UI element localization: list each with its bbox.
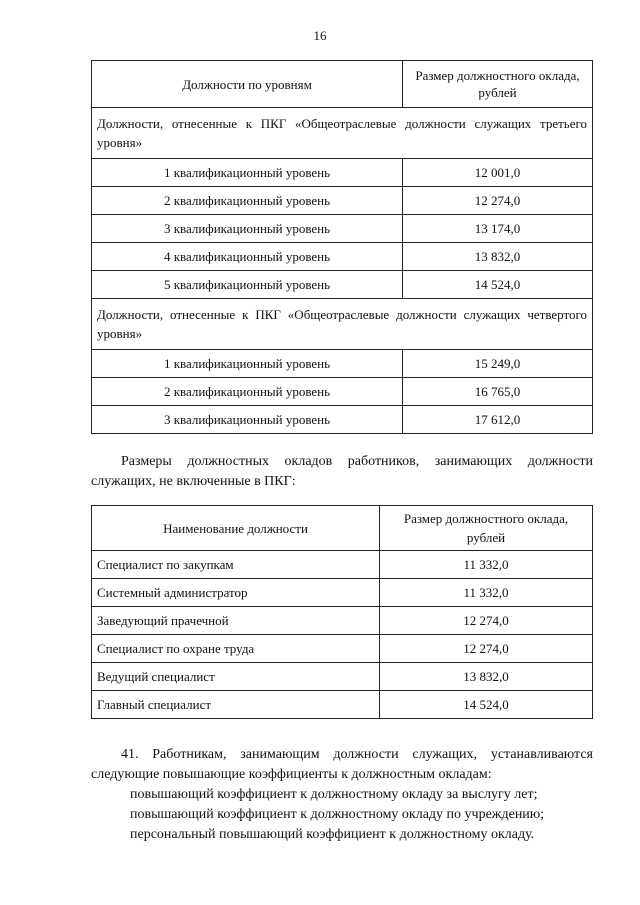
level-cell: 1 квалификационный уровень (92, 350, 403, 378)
level-cell: 1 квалификационный уровень (92, 159, 403, 187)
paragraph-text: Размеры должностных окладов работников, занимающих должности служащих, не включенные в ПКГ: (91, 454, 593, 489)
position-cell: Специалист по закупкам (92, 551, 380, 579)
coefficient-list (130, 785, 600, 845)
table-header-row (92, 506, 593, 551)
salary-cell: 12 274,0 (403, 187, 593, 215)
table-row (92, 378, 593, 406)
table-row (92, 243, 593, 271)
group-row (92, 108, 593, 159)
table-row (92, 663, 593, 691)
list-item: персональный повышающий коэффициент к должностному окладу. (130, 827, 535, 842)
salary-cell: 17 612,0 (403, 406, 593, 434)
salary-cell: 16 765,0 (403, 378, 593, 406)
list-item: повышающий коэффициент к должностному окладу за выслугу лет; (130, 787, 538, 802)
level-cell: 4 квалификационный уровень (92, 243, 403, 271)
salary-cell: 11 332,0 (380, 579, 593, 607)
salary-cell: 12 274,0 (380, 607, 593, 635)
position-cell: Ведущий специалист (92, 663, 380, 691)
page-number: 16 (313, 28, 327, 43)
salary-table-by-level (91, 60, 593, 434)
table-row (92, 635, 593, 663)
table-row (92, 579, 593, 607)
level-cell: 5 квалификационный уровень (92, 271, 403, 299)
salary-cell: 15 249,0 (403, 350, 593, 378)
table-row (92, 350, 593, 378)
salary-cell: 12 274,0 (380, 635, 593, 663)
header-position-name: Наименование должности (92, 506, 380, 551)
level-cell: 3 квалификационный уровень (92, 215, 403, 243)
table-row (92, 551, 593, 579)
table-row (92, 607, 593, 635)
group-title: Должности, отнесенные к ПКГ «Общеотраслевые должности служащих четвертого уровня» (92, 299, 593, 350)
salary-cell: 14 524,0 (380, 691, 593, 719)
salary-cell: 13 174,0 (403, 215, 593, 243)
header-positions-by-level: Должности по уровням (92, 61, 403, 108)
salary-table-positions (91, 505, 593, 719)
table-row (92, 215, 593, 243)
salary-cell: 11 332,0 (380, 551, 593, 579)
position-cell: Специалист по охране труда (92, 635, 380, 663)
salary-cell: 13 832,0 (403, 243, 593, 271)
table-row (92, 406, 593, 434)
paragraph-positions-not-in-pkg (91, 452, 593, 492)
table-row (92, 691, 593, 719)
position-cell: Заведующий прачечной (92, 607, 380, 635)
level-cell: 2 квалификационный уровень (92, 378, 403, 406)
paragraph-41-coefficients (91, 745, 593, 785)
position-cell: Главный специалист (92, 691, 380, 719)
header-salary-size: Размер должностного оклада, рублей (380, 506, 593, 551)
list-item: повышающий коэффициент к должностному окладу по учреждению; (130, 807, 545, 822)
group-title: Должности, отнесенные к ПКГ «Общеотраслевые должности служащих третьего уровня» (92, 108, 593, 159)
table-row (92, 271, 593, 299)
table-row (92, 159, 593, 187)
salary-cell: 13 832,0 (380, 663, 593, 691)
table-row (92, 187, 593, 215)
salary-cell: 14 524,0 (403, 271, 593, 299)
paragraph-text: 41. Работникам, занимающим должности служащих, устанавливаются следующие повышающие коэффициенты к должностным окладам: (91, 747, 593, 782)
salary-cell: 12 001,0 (403, 159, 593, 187)
position-cell: Системный администратор (92, 579, 380, 607)
level-cell: 3 квалификационный уровень (92, 406, 403, 434)
table-header-row (92, 61, 593, 108)
level-cell: 2 квалификационный уровень (92, 187, 403, 215)
header-salary-size: Размер должностного оклада, рублей (403, 61, 593, 108)
group-row (92, 299, 593, 350)
